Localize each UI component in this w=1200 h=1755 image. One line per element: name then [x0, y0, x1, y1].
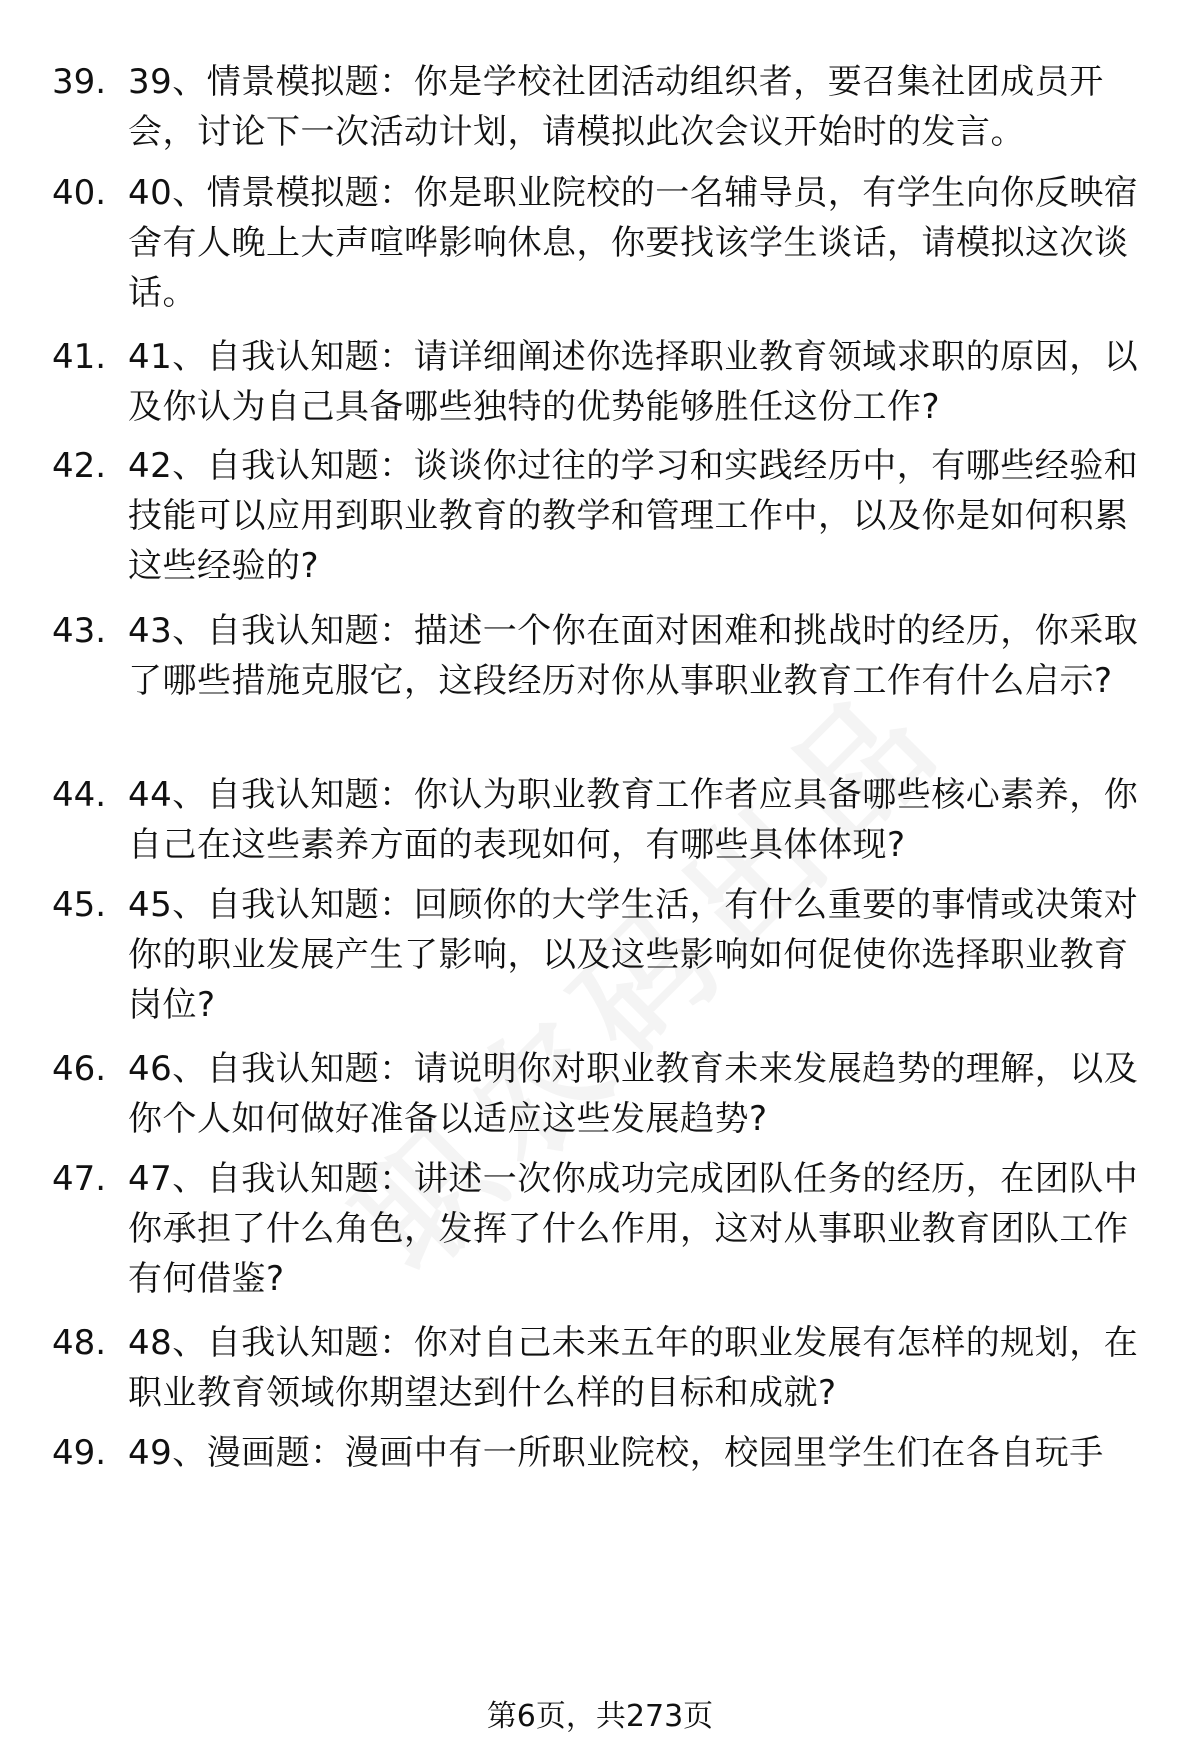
item-text: 41、自我认知题：请详细阐述你选择职业教育领域求职的原因，以及你认为自己具备哪些独特的优势能够胜任这份工作? [128, 337, 1139, 427]
item-number: 46. [52, 1049, 107, 1089]
item-text: 46、自我认知题：请说明你对职业教育未来发展趋势的理解，以及你个人如何做好准备以适应这些发展趋势? [128, 1049, 1139, 1139]
item-text: 44、自我认知题：你认为职业教育工作者应具备哪些核心素养，你自己在这些素养方面的表现如何，有哪些具体体现? [128, 775, 1139, 865]
item-number: 47. [52, 1159, 107, 1199]
item-text: 40、情景模拟题：你是职业院校的一名辅导员，有学生向你反映宿舍有人晚上大声喧哗影响休息，你要找该学生谈话，请模拟这次谈话。 [128, 173, 1139, 313]
item-number: 43. [52, 611, 107, 651]
item-text: 48、自我认知题：你对自己未来五年的职业发展有怎样的规划，在职业教育领域你期望达到什么样的目标和成就? [128, 1323, 1139, 1413]
item-number: 40. [52, 173, 107, 213]
item-number: 49. [52, 1433, 107, 1473]
item-number: 39. [52, 62, 107, 102]
item-text: 45、自我认知题：回顾你的大学生活，有什么重要的事情或决策对你的职业发展产生了影响，以及这些影响如何促使你选择职业教育岗位? [128, 885, 1139, 1025]
item-text: 39、情景模拟题：你是学校社团活动组织者，要召集社团成员开会，讨论下一次活动计划，请模拟此次会议开始时的发言。 [128, 62, 1104, 152]
item-text: 43、自我认知题：描述一个你在面对困难和挑战时的经历，你采取了哪些措施克服它，这段经历对你从事职业教育工作有什么启示? [128, 611, 1139, 701]
item-text: 47、自我认知题：讲述一次你成功完成团队任务的经历，在团队中你承担了什么角色，发挥了什么作用，这对从事职业教育团队工作有何借鉴? [128, 1159, 1139, 1299]
item-number: 41. [52, 337, 107, 377]
page-footer: 第6页，共273页 [486, 1699, 714, 1734]
item-number: 44. [52, 775, 107, 815]
item-number: 42. [52, 446, 107, 486]
item-number: 45. [52, 885, 107, 925]
item-text: 49、漫画题：漫画中有一所职业院校，校园里学生们在各自玩手 [128, 1433, 1104, 1473]
item-number: 48. [52, 1323, 107, 1363]
item-text: 42、自我认知题：谈谈你过往的学习和实践经历中，有哪些经验和技能可以应用到职业教育的教学和管理工作中，以及你是如何积累这些经验的? [128, 446, 1139, 586]
